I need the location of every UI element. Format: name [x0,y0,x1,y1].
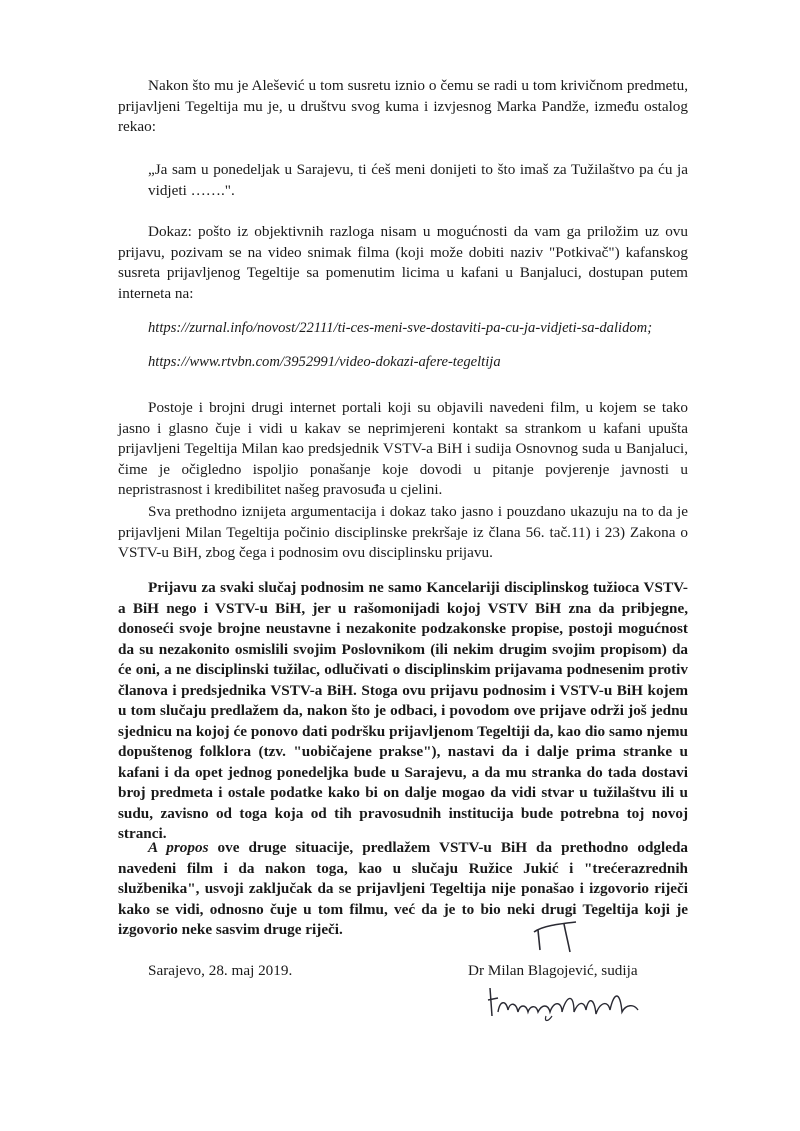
paragraph-6-text: ove druge situacije, predlažem VSTV-u BiH da prethodno odgleda navedeni film i da nakon toga, kao u slučaju Ružice Jukić i "trećerazrednih službenika", usvoji zaključak da se prijavljeni Tegeltija nije ponašao i izgovorio riječi kako se vidi, odnosno čuje u tom filmu, već da je to bio neki drugi Tegeltija koji je izgovorio neke sasvim druge riječi. [118,839,688,938]
paragraph-5-bold: Prijavu za svaki slučaj podnosim ne samo Kancelariji disciplinskog tužioca VSTV-a BiH nego i VSTV-u BiH, jer u rašomonijadi kojoj VSTV BiH zna da pribjegne, donoseći svoje brojne neustavne i nezakonite podzakonske propise, postoji mogućnost da su nezakonito osmislili svojim Poslovnikom (ili nekim drugim svojim propisom) da će oni, a ne disciplinski tužilac, odlučivati o disciplinskim prijavama podnesenim protiv članova i predsjednika VSTV-a BiH. Stoga ovu prijavu podnosim i VSTV-u BiH kojem u tom slučaju predlažem da, nakon što je odbaci, i povodom ove prijave održi još jednu sjednicu na kojoj će ponovo dati podršku prijavljenom Tegeltiji da, kao dio samo njemu dopuštenog folklora (tzv. "uobičajene prakse"), nastavi da i dalje prima stranke u kafani i da opet jednog ponedeljka bude u Sarajevu, a da mu stranka do tada dostavi broj predmeta i ostale podatke kako bi on dalje mogao da vidi stvar u tužilaštvu ili u sudu, zavisno od toga koja od tih pravosudnih institucija bude potrebna toj novoj stranci. [118,579,688,842]
quoted-statement: „Ja sam u ponedeljak u Sarajevu, ti ćeš meni donijeti to što imaš za Tužilaštvo pa ću ja vidjeti …….". [148,161,688,199]
evidence-link-rtvbn[interactable]: https://www.rtvbn.com/3952991/video-dokazi-afere-tegeltija [148,354,501,370]
paragraph-4: Sva prethodno iznijeta argumentacija i dokaz tako jasno i pouzdano ukazuju na to da je prijavljeni Milan Tegeltija počinio disciplinske prekršaje iz člana 56. tač.11) i 23) Zakona o VSTV-u BiH, zbog čega i podnosim ovu disciplinsku prijavu. [118,503,688,561]
paragraph-evidence: Dokaz: pošto iz objektivnih razloga nisam u mogućnosti da vam ga priložim uz ovu prijavu, pozivam se na video snimak filma (koji može dobiti naziv "Potkivač") kafanskog susreta prijavljenog Tegeltije sa pomenutim licima u kafani u Banjaluci, dostupan putem interneta na: [118,223,688,302]
paragraph-1: Nakon što mu je Alešević u tom susretu iznio o čemu se radi u tom krivičnom predmetu, prijavljeni Tegeltija mu je, u društvu svog kuma i izvjesnog Marka Pandže, između ostalog rekao: [118,77,688,135]
initials-mark-icon [528,916,588,956]
place-and-date: Sarajevo, 28. maj 2019. [148,962,293,979]
a-propos-italic: A propos [148,839,209,856]
paragraph-3: Postoje i brojni drugi internet portali koji su objavili navedeni film, u kojem se tako jasno i glasno čuje i vidi u kakav se neprimjereni kontakt sa strankom u kafani upušta prijavljeni Tegeltija Milan kao predsjednik VSTV-a BiH i sudija Osnovnog suda u Banjaluci, čime je očigledno ispoljio ponašanje koje dovodi u pitanje povjerenje javnosti u nepristrasnost i kredibilitet našeg pravosuđa u cjelini. [118,399,688,498]
handwritten-signature-icon [482,982,652,1026]
paragraph-6-bold [118,838,688,941]
evidence-link-zurnal[interactable]: https://zurnal.info/novost/22111/ti-ces-meni-sve-dostaviti-pa-cu-ja-vidjeti-sa-dalidom; [148,320,653,336]
signatory-name: Dr Milan Blagojević, sudija [468,962,638,979]
